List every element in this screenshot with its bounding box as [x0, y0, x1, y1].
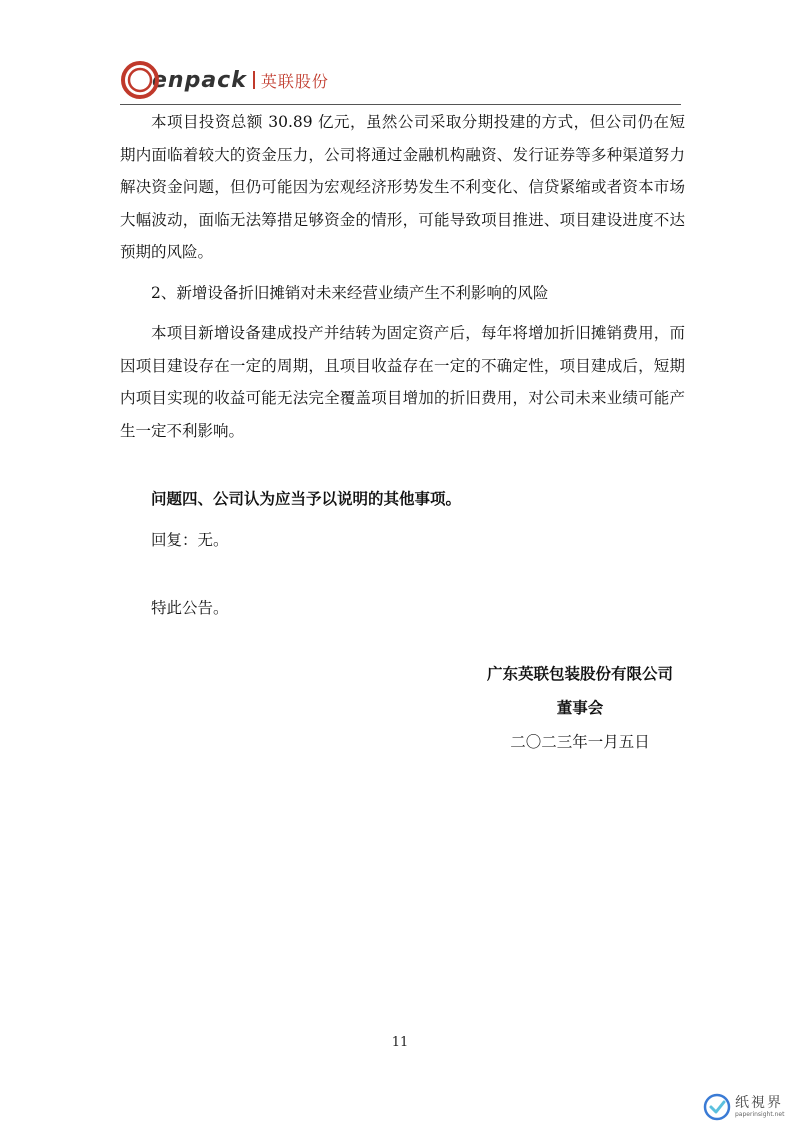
paragraph-depreciation-risk: 本项目新增设备建成投产并结转为固定资产后，每年将增加折旧摊销费用，而因项目建设存在一定的周期，且项目收益存在一定的不确定性，项目建成后，短期内项目实现的收益可能无法完全覆盖项目增加的折旧费用，对公司未来业绩可能产生一定不利影响。 [120, 324, 685, 440]
signature-block [460, 657, 700, 759]
logo-wordmark: enpack [152, 67, 247, 93]
watermark-url: paperinsight.net [735, 1111, 785, 1118]
signature-date: 二〇二三年一月五日 [510, 733, 650, 751]
watermark [703, 1093, 784, 1121]
logo-company-name: 英联股份 [260, 71, 329, 91]
reply-text: 回复：无。 [151, 530, 229, 549]
document-body [120, 106, 685, 625]
logo-circle-icon [120, 60, 160, 100]
logo-separator [253, 71, 255, 89]
watermark-title: 纸視界 [735, 1095, 783, 1111]
watermark-logo-icon [703, 1093, 731, 1121]
page-number: 11 [391, 1035, 409, 1050]
signature-board: 董事会 [556, 698, 604, 717]
question-four-heading: 问题四、公司认为应当予以说明的其他事项。 [151, 489, 462, 508]
section-heading-depreciation-risk: 2、新增设备折旧摊销对未来经营业绩产生不利影响的风险 [151, 283, 549, 302]
signature-company: 广东英联包装股份有限公司 [486, 664, 673, 683]
paragraph-funding-risk: 本项目投资总额 30.89 亿元，虽然公司采取分期投建的方式，但公司仍在短期内面临着较大的资金压力，公司将通过金融机构融资、发行证券等多种渠道努力解决资金问题，但仍可能因为宏观经济形势发生不利变化、信贷紧缩或者资本市场大幅波动，面临无法筹措足够资金的情形，可能导致项目推进、项目建设进度不达预期的风险。 [120, 113, 685, 261]
closing-text: 特此公告。 [151, 599, 229, 617]
company-logo [120, 58, 329, 102]
header-divider [120, 104, 681, 105]
